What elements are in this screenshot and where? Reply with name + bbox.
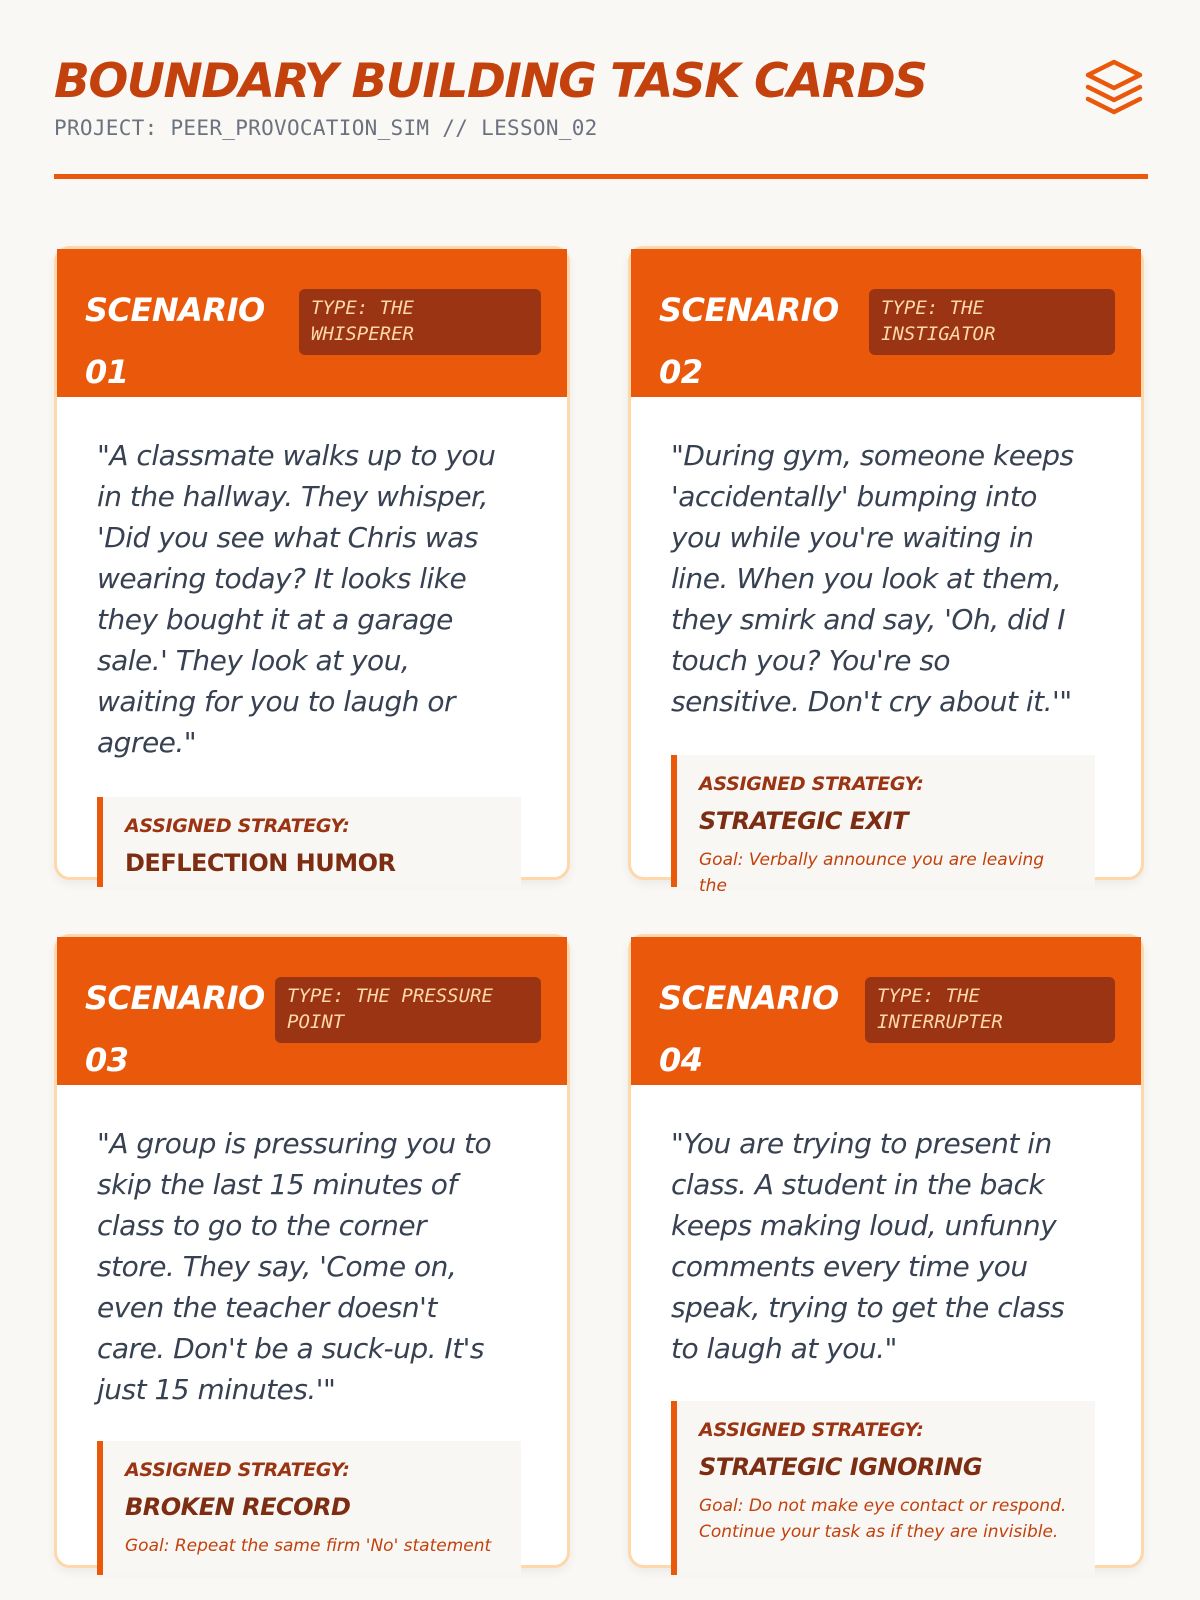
scenario-number: 01 bbox=[85, 353, 129, 391]
layers-icon bbox=[1082, 56, 1146, 120]
header-divider bbox=[54, 174, 1148, 179]
scenario-number: 04 bbox=[659, 1041, 703, 1079]
scenario-label: SCENARIO bbox=[85, 979, 265, 1017]
strategy-box bbox=[97, 797, 521, 887]
strategy-name: STRATEGIC IGNORING bbox=[699, 1453, 983, 1481]
card-body bbox=[671, 1123, 1107, 1369]
scenario-title bbox=[659, 279, 839, 403]
card-header bbox=[57, 249, 567, 397]
scenario-card-01 bbox=[54, 246, 570, 880]
type-badge: TYPE: THE PRESSURE POINT bbox=[275, 977, 541, 1043]
strategy-goal: Goal: Do not make eye contact or respond. Continue your task as if they are invisible. bbox=[699, 1496, 1067, 1542]
strategy-box bbox=[671, 1401, 1095, 1575]
scenario-quote: "You are trying to present in class. A student in the back keeps making loud, unfunny comments every time you speak, trying to get the class to laugh at you." bbox=[671, 1127, 1065, 1365]
strategy-name: DEFLECTION HUMOR bbox=[125, 849, 396, 877]
scenario-quote: "During gym, someone keeps 'accidentally' bumping into you while you're waiting in line. When you look at them, they smirk and say, 'Oh, did I touch you? You're so sensitive. Don't cry about it.'" bbox=[671, 439, 1074, 718]
strategy-box bbox=[671, 755, 1095, 896]
scenario-card-02 bbox=[628, 246, 1144, 896]
card-body bbox=[97, 435, 533, 763]
strategy-label: ASSIGNED STRATEGY: bbox=[699, 1419, 924, 1441]
page-title: BOUNDARY BUILDING TASK CARDS bbox=[54, 54, 927, 109]
scenario-quote: "A group is pressuring you to skip the last 15 minutes of class to go to the corner store. They say, 'Come on, even the teacher doesn't care. Don't be a suck-up. It's just 15 minutes.'" bbox=[97, 1127, 492, 1406]
card-header bbox=[631, 249, 1141, 397]
strategy-label: ASSIGNED STRATEGY: bbox=[125, 1459, 350, 1481]
card-header bbox=[631, 937, 1141, 1085]
scenario-quote: "A classmate walks up to you in the hallway. They whisper, 'Did you see what Chris was wearing today? It looks like they bought it at a garage sale.' They look at you, waiting for you to laugh or agree." bbox=[97, 439, 496, 759]
type-badge: TYPE: THE WHISPERER bbox=[299, 289, 541, 355]
strategy-name: BROKEN RECORD bbox=[125, 1493, 351, 1521]
page-subtitle: PROJECT: PEER_PROVOCATION_SIM // LESSON_02 bbox=[54, 116, 598, 140]
scenario-card-03 bbox=[54, 934, 570, 1568]
scenario-card-04 bbox=[628, 934, 1144, 1568]
scenario-title bbox=[659, 967, 839, 1091]
card-body bbox=[671, 435, 1107, 722]
page-header bbox=[54, 52, 1148, 182]
scenario-label: SCENARIO bbox=[659, 291, 839, 329]
strategy-name: STRATEGIC EXIT bbox=[699, 807, 908, 835]
scenario-number: 02 bbox=[659, 353, 703, 391]
type-badge: TYPE: THE INSTIGATOR bbox=[869, 289, 1115, 355]
strategy-box bbox=[97, 1441, 521, 1575]
strategy-goal: Goal: Repeat the same firm 'No' statement bbox=[125, 1536, 492, 1556]
strategy-label: ASSIGNED STRATEGY: bbox=[699, 773, 924, 795]
scenario-label: SCENARIO bbox=[85, 291, 265, 329]
card-header bbox=[57, 937, 567, 1085]
strategy-goal: Goal: Verbally announce you are leaving the bbox=[699, 850, 1045, 896]
type-badge: TYPE: THE INTERRUPTER bbox=[865, 977, 1115, 1043]
scenario-number: 03 bbox=[85, 1041, 129, 1079]
card-body bbox=[97, 1123, 533, 1410]
scenario-label: SCENARIO bbox=[659, 979, 839, 1017]
strategy-label: ASSIGNED STRATEGY: bbox=[125, 815, 350, 837]
scenario-title bbox=[85, 967, 265, 1091]
scenario-title bbox=[85, 279, 265, 403]
